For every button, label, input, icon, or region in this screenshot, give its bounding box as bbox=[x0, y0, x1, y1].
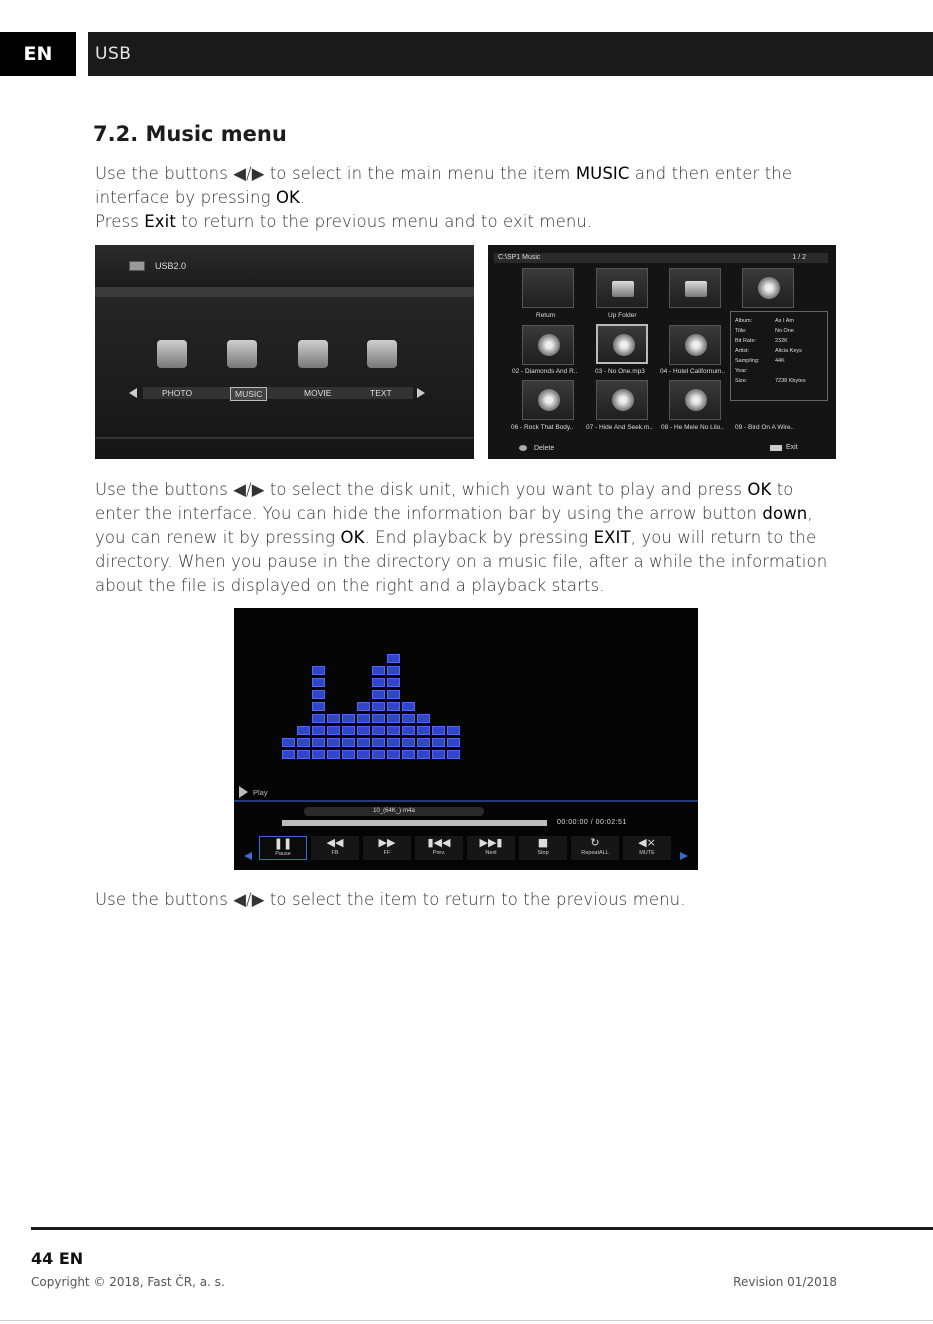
footer-rule bbox=[31, 1227, 933, 1230]
music-disc-icon bbox=[613, 334, 635, 356]
playback-line-2 bbox=[95, 502, 835, 526]
control-label: Next bbox=[485, 850, 497, 856]
tile-caption: 07 - Hide And Seek.m.. bbox=[586, 424, 653, 431]
info-value: 232K bbox=[775, 338, 788, 344]
text: you can renew it by pressing bbox=[95, 528, 341, 547]
control-label: Prev. bbox=[432, 850, 446, 856]
equalizer-bar-cell bbox=[342, 738, 355, 747]
equalizer-bar-cell bbox=[387, 750, 400, 759]
menu-item-photo[interactable]: PHOTO bbox=[162, 388, 193, 398]
menu-bottom-line bbox=[95, 437, 474, 439]
control-mute-button[interactable] bbox=[623, 836, 671, 860]
music-disc-icon bbox=[538, 334, 560, 356]
control-prev-button[interactable] bbox=[415, 836, 463, 860]
menu-item-music[interactable]: MUSIC bbox=[230, 387, 267, 401]
section-title: 7.2. Music menu bbox=[93, 122, 287, 146]
music-disc-icon bbox=[685, 389, 707, 411]
equalizer-bar-cell bbox=[372, 666, 385, 675]
info-row bbox=[735, 368, 748, 374]
equalizer-bar-cell bbox=[357, 714, 370, 723]
music-file-tile[interactable] bbox=[522, 380, 574, 420]
equalizer-bar-cell bbox=[447, 726, 460, 735]
info-key: Sampling: bbox=[735, 358, 760, 364]
camera-icon bbox=[157, 340, 187, 368]
music-file-tile[interactable] bbox=[596, 380, 648, 420]
folder-icon bbox=[685, 281, 707, 297]
equalizer-bar-cell bbox=[327, 726, 340, 735]
tile-caption: Up Folder bbox=[608, 312, 637, 319]
intro-line-1 bbox=[95, 162, 835, 186]
arrow-right-icon bbox=[680, 852, 688, 860]
equalizer-bar-cell bbox=[372, 738, 385, 747]
up-folder-tile[interactable] bbox=[596, 268, 648, 308]
control-stop-button[interactable] bbox=[519, 836, 567, 860]
control-ff-button[interactable] bbox=[363, 836, 411, 860]
music-disc-icon bbox=[685, 334, 707, 356]
equalizer-bar-cell bbox=[432, 750, 445, 759]
equalizer-bar-cell bbox=[312, 690, 325, 699]
equalizer-bar-cell bbox=[402, 702, 415, 711]
page-number: 44 EN bbox=[31, 1249, 84, 1268]
control-label: FB bbox=[331, 850, 339, 856]
tile-caption: 02 - Diamonds And R.. bbox=[512, 368, 578, 375]
path-bar bbox=[494, 253, 828, 263]
info-row bbox=[735, 358, 785, 364]
tile-caption: 06 - Rock That Body.. bbox=[511, 424, 574, 431]
equalizer-bar-cell bbox=[327, 714, 340, 723]
playback-line-1 bbox=[95, 478, 835, 502]
info-row bbox=[735, 328, 794, 334]
progress-bar[interactable] bbox=[282, 820, 547, 826]
arrow-left-icon bbox=[129, 388, 137, 398]
control-icon: ↻ bbox=[590, 836, 600, 849]
equalizer-bar-cell bbox=[312, 678, 325, 687]
tile-caption: 03 - No One.mp3 bbox=[595, 368, 645, 375]
bold-text: Exit bbox=[144, 212, 176, 231]
info-value: No One bbox=[775, 328, 794, 334]
folder-icon bbox=[612, 281, 634, 297]
folder-path: C:\SP1 Music bbox=[498, 254, 541, 261]
playback-line-5: about the file is displayed on the right and a playback starts. bbox=[95, 576, 605, 595]
usb-icon bbox=[129, 261, 145, 271]
footer-bottom-line bbox=[0, 1320, 933, 1321]
equalizer-bar-cell bbox=[357, 738, 370, 747]
main-menu-screenshot bbox=[95, 245, 474, 459]
bold-text: OK bbox=[340, 528, 365, 547]
equalizer-bar-cell bbox=[387, 654, 400, 663]
music-file-tile[interactable] bbox=[669, 380, 721, 420]
equalizer-bar-cell bbox=[372, 726, 385, 735]
equalizer-bar-cell bbox=[312, 726, 325, 735]
text: . End playback by pressing bbox=[364, 528, 594, 547]
header-gap bbox=[76, 32, 88, 76]
text: enter the interface. You can hide the information bar by using the arrow button bbox=[95, 504, 763, 523]
info-key: Album: bbox=[735, 318, 753, 324]
control-label: MUTE bbox=[639, 850, 655, 856]
equalizer-bar-cell bbox=[372, 690, 385, 699]
equalizer-bar-cell bbox=[312, 714, 325, 723]
page-header bbox=[0, 32, 933, 76]
control-label: FF bbox=[383, 850, 391, 856]
equalizer-bar-cell bbox=[432, 726, 445, 735]
info-value: 44K bbox=[775, 358, 785, 364]
info-row bbox=[735, 378, 806, 384]
music-file-tile[interactable] bbox=[522, 325, 574, 365]
section-name: USB bbox=[95, 44, 132, 64]
info-row bbox=[735, 318, 794, 324]
control-fb-button[interactable] bbox=[311, 836, 359, 860]
equalizer-bar-cell bbox=[312, 702, 325, 711]
menu-divider bbox=[95, 287, 474, 297]
folder-tile[interactable] bbox=[669, 268, 721, 308]
music-disc-icon bbox=[758, 277, 780, 299]
time-display: 00:00:00 / 00:02:51 bbox=[557, 819, 627, 826]
equalizer-bar-cell bbox=[282, 738, 295, 747]
music-disc-icon bbox=[538, 389, 560, 411]
clapperboard-icon bbox=[298, 340, 328, 368]
arrow-right-icon bbox=[417, 388, 425, 398]
revision: Revision 01/2018 bbox=[733, 1275, 837, 1289]
return-tile[interactable] bbox=[522, 268, 574, 308]
equalizer-bar-cell bbox=[447, 750, 460, 759]
equalizer-bar-cell bbox=[372, 678, 385, 687]
control-icon: ◀× bbox=[638, 836, 656, 849]
music-file-tile[interactable] bbox=[742, 268, 794, 308]
current-filename: 10_(64K_)·m4a bbox=[373, 808, 415, 814]
equalizer-bar-cell bbox=[327, 738, 340, 747]
equalizer-bar-cell bbox=[372, 714, 385, 723]
control-repeatall-button[interactable] bbox=[571, 836, 619, 860]
equalizer-bar-cell bbox=[312, 738, 325, 747]
control-icon: ▶▶▮ bbox=[479, 836, 503, 849]
music-file-tile[interactable] bbox=[669, 325, 721, 365]
page-indicator: 1 / 2 bbox=[792, 254, 806, 261]
control-pause-button[interactable] bbox=[259, 836, 307, 860]
menu-item-movie[interactable]: MOVIE bbox=[304, 388, 332, 398]
exit-key-icon bbox=[770, 445, 782, 451]
equalizer-bar-cell bbox=[387, 666, 400, 675]
info-row bbox=[735, 338, 788, 344]
intro-paragraph bbox=[95, 162, 835, 234]
control-icon: ■ bbox=[537, 836, 549, 849]
document-icon bbox=[367, 340, 397, 368]
equalizer-bar-cell bbox=[387, 678, 400, 687]
text: to return to the previous menu and to exit menu. bbox=[175, 212, 593, 231]
equalizer-bar-cell bbox=[417, 738, 430, 747]
bold-text: down bbox=[762, 504, 808, 523]
info-key: Year: bbox=[735, 368, 748, 374]
equalizer-bar-cell bbox=[342, 714, 355, 723]
tile-caption: Return bbox=[536, 312, 556, 319]
bold-text: OK bbox=[275, 188, 300, 207]
control-label: Pause bbox=[275, 851, 291, 857]
equalizer-bar-cell bbox=[402, 750, 415, 759]
control-icon: ◀◀ bbox=[326, 836, 344, 849]
text: . bbox=[299, 188, 306, 207]
playback-line-4: directory. When you pause in the directory on a music file, after a while the information bbox=[95, 552, 828, 571]
text: Use the buttons ◀/▶ to select the disk unit, which you want to play and press bbox=[95, 480, 748, 499]
equalizer-bar-cell bbox=[297, 750, 310, 759]
equalizer-bar-cell bbox=[357, 750, 370, 759]
music-disc-icon bbox=[227, 340, 257, 368]
equalizer-bar-cell bbox=[417, 750, 430, 759]
text: , you will return to the bbox=[630, 528, 817, 547]
info-value: Alicia Keys bbox=[775, 348, 802, 354]
equalizer-bar-cell bbox=[282, 750, 295, 759]
player-separator bbox=[234, 800, 698, 802]
bold-text: MUSIC bbox=[575, 164, 630, 183]
menu-item-text[interactable]: TEXT bbox=[370, 388, 392, 398]
playback-paragraph bbox=[95, 478, 835, 598]
info-row bbox=[735, 348, 802, 354]
info-key: Artist: bbox=[735, 348, 750, 354]
equalizer-bar-cell bbox=[417, 714, 430, 723]
equalizer-bar-cell bbox=[312, 666, 325, 675]
return-paragraph: Use the buttons ◀/▶ to select the item to return to the previous menu. bbox=[95, 890, 686, 909]
copyright: Copyright © 2018, Fast ČR, a. s. bbox=[31, 1275, 225, 1289]
control-icon: ▮◀◀ bbox=[427, 836, 451, 849]
bold-text: OK bbox=[747, 480, 772, 499]
text: Use the buttons ◀/▶ to select in the main menu the item bbox=[95, 164, 576, 183]
red-button-icon bbox=[519, 445, 527, 451]
delete-label: Delete bbox=[534, 445, 555, 452]
equalizer-bar-cell bbox=[342, 726, 355, 735]
equalizer-bar-cell bbox=[297, 726, 310, 735]
equalizer-bar-cell bbox=[402, 738, 415, 747]
bold-text: EXIT bbox=[593, 528, 631, 547]
equalizer-bar-cell bbox=[357, 702, 370, 711]
equalizer-bar-cell bbox=[387, 738, 400, 747]
info-value: As I Am bbox=[775, 318, 794, 324]
equalizer-bar-cell bbox=[342, 750, 355, 759]
equalizer-bar-cell bbox=[387, 690, 400, 699]
text: and then enter the bbox=[629, 164, 793, 183]
info-key: Title: bbox=[735, 328, 747, 334]
control-next-button[interactable] bbox=[467, 836, 515, 860]
equalizer-bar-cell bbox=[447, 738, 460, 747]
info-value: 7238 Kbytes bbox=[775, 378, 806, 384]
play-icon bbox=[239, 786, 248, 798]
file-info-panel bbox=[730, 311, 828, 401]
control-label: RepeatALL bbox=[581, 850, 609, 856]
playback-line-3 bbox=[95, 526, 835, 550]
control-label: Stop bbox=[537, 850, 549, 856]
text: , bbox=[807, 504, 813, 523]
music-file-tile-selected[interactable] bbox=[596, 324, 648, 364]
control-icon: ▶▶ bbox=[378, 836, 396, 849]
music-player-screenshot bbox=[234, 608, 698, 870]
equalizer-bar-cell bbox=[372, 750, 385, 759]
equalizer-bar-cell bbox=[417, 726, 430, 735]
equalizer-bar-cell bbox=[297, 738, 310, 747]
intro-line-2 bbox=[95, 186, 835, 210]
equalizer-bar-cell bbox=[387, 702, 400, 711]
equalizer-bar-cell bbox=[357, 726, 370, 735]
text: interface by pressing bbox=[95, 188, 276, 207]
music-disc-icon bbox=[612, 389, 634, 411]
control-icon: ❚❚ bbox=[273, 837, 293, 850]
equalizer-bar-cell bbox=[402, 714, 415, 723]
equalizer-bar-cell bbox=[312, 750, 325, 759]
play-state-label: Play bbox=[253, 788, 268, 797]
equalizer-bar-cell bbox=[387, 726, 400, 735]
info-key: Size: bbox=[735, 378, 748, 384]
language-tab: EN bbox=[0, 32, 76, 76]
equalizer-bar-cell bbox=[372, 702, 385, 711]
usb-device-label: USB2.0 bbox=[155, 261, 187, 271]
exit-label: Exit bbox=[786, 444, 798, 451]
music-browser-screenshot bbox=[488, 245, 836, 459]
info-key: Bit Rate: bbox=[735, 338, 757, 344]
return-icon bbox=[538, 277, 560, 299]
tile-caption: 09 - Bird On A Wire.. bbox=[735, 424, 795, 431]
arrow-left-icon bbox=[244, 852, 252, 860]
equalizer-bar-cell bbox=[432, 738, 445, 747]
equalizer-bar-cell bbox=[402, 726, 415, 735]
tile-caption: 08 - He Mele No Lilo.. bbox=[661, 424, 724, 431]
equalizer-bar-cell bbox=[387, 714, 400, 723]
intro-line-3 bbox=[95, 210, 835, 234]
text: Press bbox=[95, 212, 145, 231]
text: to bbox=[771, 480, 794, 499]
equalizer-bar-cell bbox=[327, 750, 340, 759]
tile-caption: 04 - Hotel Californum.. bbox=[660, 368, 726, 375]
